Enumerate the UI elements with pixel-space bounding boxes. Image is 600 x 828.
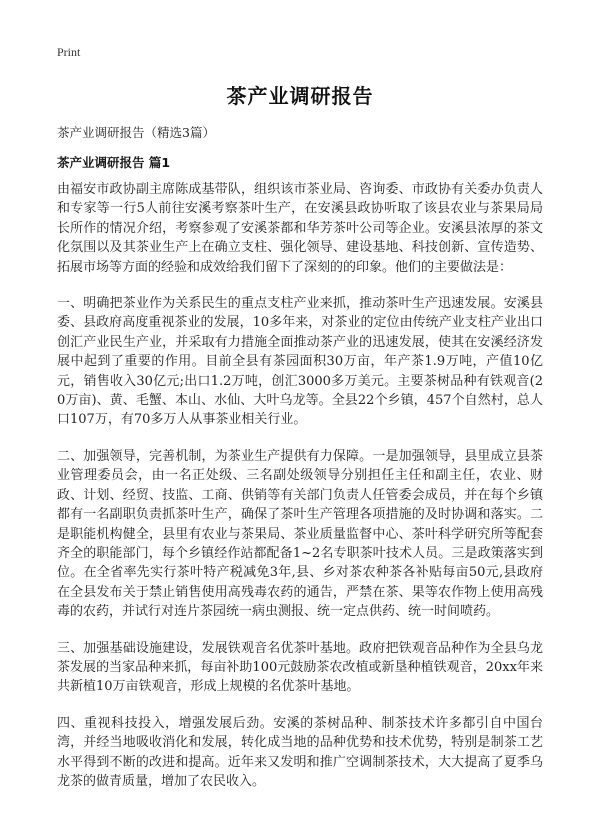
paragraph-one: 一、明确把茶业作为关系民生的重点支柱产业来抓，推动茶叶生产迅速发展。安溪县委、县政府高度重视茶业的发展，10多年来，对茶业的定位由传统产业支柱产业出口创汇产业民生产业，并采取有力措施全面推动茶产业的迅速发展，使其在安溪经济发展中起到了重要的作用。目前全县有茶园面积30万亩，年产茶1.9万吨，产值10亿元，销售收入30亿元;出口1.2万吨，创汇3000多万美元。主要茶树品种有铁观音(20万亩)、黄、毛蟹、本山、水仙、大叶乌龙等。全县22个乡镇，457个自然村，总人口107万，有70多万人从事茶业相关行业。 <box>57 296 543 428</box>
section-heading: 茶产业调研报告 篇1 <box>57 155 171 170</box>
document-body <box>57 180 543 808</box>
print-label: Print <box>57 45 81 59</box>
paragraph-two: 二、加强领导，完善机制，为茶业生产提供有力保障。一是加强领导，县里成立县茶业管理委员会，由一名正处级、三名副处级领导分别担任主任和副主任，农业、财政、计划、经贸、技监、工商、供销等有关部门负责人任管委会成员，并在每个乡镇都有一名副职负责抓茶叶生产，确保了茶叶生产管理各项措施的及时协调和落实。二是职能机构健全，县里有农业与茶果局、茶业质量监督中心、茶叶科学研究所等配套齐全的职能部门，每个乡镇经作站都配备1~2名专职茶叶技术人员。三是政策落实到位。在全省率先实行茶叶特产税减免3年,县、乡对茶农种茶各补贴每亩50元,县政府在全县发布关于禁止销售使用高残毒农药的通告，严禁在茶、果等农作物上使用高残毒的农药，并试行对连片茶园统一病虫测报、统一定点供药、统一时间喷药。 <box>57 448 543 620</box>
paragraph-four: 四、重视科技投入，增强发展后劲。安溪的茶树品种、制茶技术许多都引自中国台湾，并经当地吸收消化和发展，转化成当地的品种优势和技术优势，特别是制茶工艺水平得到不断的改进和提高。近年来又发明和推广空调制茶技术，大大提高了夏季乌龙茶的做青质量，增加了农民收入。 <box>57 715 543 789</box>
document-subtitle: 茶产业调研报告（精选3篇） <box>57 125 215 140</box>
intro-paragraph: 由福安市政协副主席陈成基带队，组织该市茶业局、咨询委、市政协有关委办负责人和专家等一行5人前往安溪考察茶叶生产，在安溪县政协听取了该县农业与茶果局局长所作的情况介绍，考察参观了安溪茶都和华芳茶叶公司等企业。安溪县浓厚的茶文化氛围以及其茶业生产上在确立支柱、强化领导、建设基地、科技创新、宣传造势、拓展市场等方面的经验和成效给我们留下了深刻的的印象。他们的主要做法是： <box>57 182 543 275</box>
page-title: 茶产业调研报告 <box>226 84 374 108</box>
paragraph-three: 三、加强基础设施建设，发展铁观音名优茶叶基地。政府把铁观音品种作为全县乌龙茶发展的当家品种来抓，每亩补助100元鼓励茶农改植或新垦种植铁观音，20xx年来共新植10万亩铁观音，形成上规模的名优茶叶基地。 <box>57 640 543 695</box>
